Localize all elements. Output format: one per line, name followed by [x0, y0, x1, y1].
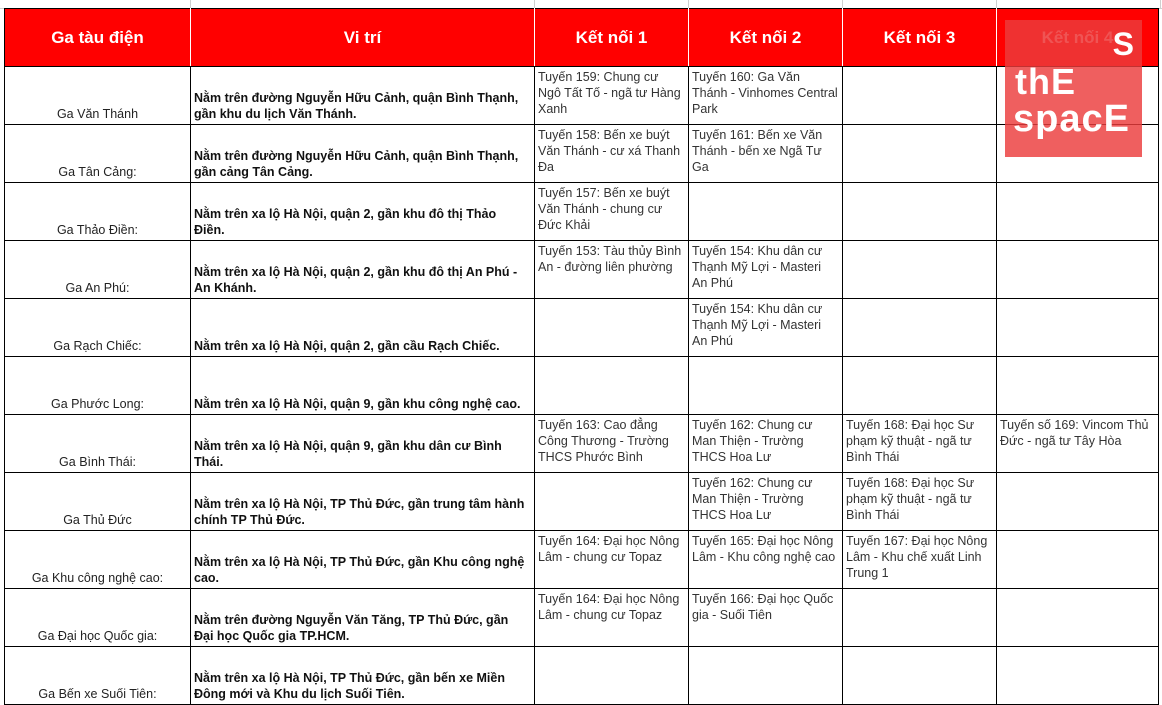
connection-4-cell[interactable]	[997, 241, 1159, 299]
location-cell[interactable]: Nằm trên xa lộ Hà Nội, TP Thủ Đức, gần bến xe Miền Đông mới và Khu du lịch Suối Tiên.	[191, 647, 535, 705]
connection-2-cell[interactable]	[689, 357, 843, 415]
connection-1-cell-text: Tuyến 164: Đại học Nông Lâm - chung cư Topaz	[538, 592, 680, 622]
station-cell[interactable]: Ga Thảo Điền:	[5, 183, 191, 241]
connection-2-cell[interactable]	[689, 589, 843, 647]
connection-2-cell[interactable]	[689, 647, 843, 705]
connection-2-cell-text: Tuyến 162: Chung cư Man Thiện - Trường THCS Hoa Lư	[692, 476, 813, 522]
connection-1-cell-text: Tuyến 159: Chung cư Ngô Tất Tố - ngã tư Hàng Xanh	[538, 70, 681, 116]
connection-2-cell-text: Tuyến 154: Khu dân cư Thạnh Mỹ Lợi - Masteri An Phú	[692, 302, 823, 348]
station-cell[interactable]: Ga Khu công nghệ cao:	[5, 531, 191, 589]
connection-2-cell[interactable]	[689, 531, 843, 589]
connection-4-cell[interactable]	[997, 589, 1159, 647]
location-cell[interactable]: Nằm trên đường Nguyễn Hữu Cảnh, quận Bình Thạnh, gần cảng Tân Cảng.	[191, 125, 535, 183]
connection-1-cell[interactable]	[535, 473, 689, 531]
connection-3-cell[interactable]	[843, 241, 997, 299]
connection-1-cell-text: Tuyến 163: Cao đẳng Công Thương - Trường THCS Phước Bình	[538, 418, 669, 464]
location-cell[interactable]: Nằm trên xa lộ Hà Nội, quận 2, gần khu đô thị An Phú - An Khánh.	[191, 241, 535, 299]
spreadsheet	[4, 8, 1159, 705]
connection-1-cell-text: Tuyến 164: Đại học Nông Lâm - chung cư Topaz	[538, 534, 680, 564]
station-cell[interactable]: Ga Phước Long:	[5, 357, 191, 415]
location-cell[interactable]: Nằm trên xa lộ Hà Nội, quận 2, gần cầu Rạch Chiếc.	[191, 299, 535, 357]
station-cell[interactable]: Ga Văn Thánh	[5, 67, 191, 125]
station-cell[interactable]: Ga An Phú:	[5, 241, 191, 299]
header-connection-3[interactable]: Kết nối 3	[843, 9, 997, 67]
metro-connections-table	[4, 8, 1159, 705]
connection-3-cell[interactable]	[843, 415, 997, 473]
connection-1-cell-text: Tuyến 158: Bến xe buýt Văn Thánh - cư xá Thanh Đa	[538, 128, 681, 174]
table-row	[5, 589, 1159, 647]
connection-2-cell[interactable]	[689, 241, 843, 299]
connection-3-cell[interactable]	[843, 125, 997, 183]
logo-s-mark: S	[1112, 26, 1134, 62]
table-row	[5, 241, 1159, 299]
table-row	[5, 357, 1159, 415]
connection-4-cell[interactable]	[997, 415, 1159, 473]
location-cell[interactable]: Nằm trên đường Nguyễn Văn Tăng, TP Thủ Đức, gần Đại học Quốc gia TP.HCM.	[191, 589, 535, 647]
station-cell[interactable]: Ga Bến xe Suối Tiên:	[5, 647, 191, 705]
connection-4-cell[interactable]	[997, 357, 1159, 415]
connection-3-cell[interactable]	[843, 67, 997, 125]
header-connection-2[interactable]: Kết nối 2	[689, 9, 843, 67]
connection-1-cell[interactable]	[535, 125, 689, 183]
station-cell[interactable]: Ga Thủ Đức	[5, 473, 191, 531]
station-cell[interactable]: Ga Đại học Quốc gia:	[5, 589, 191, 647]
connection-2-cell-text: Tuyến 160: Ga Văn Thánh - Vinhomes Central Park	[692, 70, 838, 116]
logo-word-space: spacE	[1013, 98, 1130, 140]
connection-1-cell[interactable]	[535, 415, 689, 473]
connection-2-cell[interactable]	[689, 415, 843, 473]
connection-2-cell-text: Tuyến 166: Đại học Quốc gia - Suối Tiên	[692, 592, 834, 622]
station-cell[interactable]: Ga Bình Thái:	[5, 415, 191, 473]
location-cell[interactable]: Nằm trên xa lộ Hà Nội, quận 9, gần khu dân cư Bình Thái.	[191, 415, 535, 473]
connection-2-cell[interactable]	[689, 125, 843, 183]
connection-1-cell[interactable]	[535, 357, 689, 415]
table-row	[5, 67, 1159, 125]
connection-3-cell[interactable]	[843, 183, 997, 241]
connection-2-cell-text: Tuyến 161: Bến xe Văn Thánh - bến xe Ngã Tư Ga	[692, 128, 823, 174]
connection-1-cell-text: Tuyến 157: Bến xe buýt Văn Thánh - chung cư Đức Khải	[538, 186, 670, 232]
connection-1-cell[interactable]	[535, 647, 689, 705]
connection-1-cell[interactable]	[535, 589, 689, 647]
table-row	[5, 415, 1159, 473]
connection-3-cell[interactable]	[843, 299, 997, 357]
header-location[interactable]: Vi trí	[191, 9, 535, 67]
connection-4-cell[interactable]	[997, 299, 1159, 357]
connection-4-cell[interactable]	[997, 647, 1159, 705]
connection-3-cell[interactable]	[843, 647, 997, 705]
connection-2-cell-text: Tuyến 154: Khu dân cư Thạnh Mỹ Lợi - Masteri An Phú	[692, 244, 823, 290]
location-cell[interactable]: Nằm trên xa lộ Hà Nội, quận 2, gần khu đô thị Thảo Điền.	[191, 183, 535, 241]
station-cell[interactable]: Ga Rạch Chiếc:	[5, 299, 191, 357]
connection-3-cell-text: Tuyến 168: Đại học Sư phạm kỹ thuật - ngã tư Bình Thái	[846, 418, 975, 464]
connection-2-cell[interactable]	[689, 473, 843, 531]
connection-2-cell[interactable]	[689, 183, 843, 241]
connection-1-cell[interactable]	[535, 183, 689, 241]
header-station[interactable]: Ga tàu điện	[5, 9, 191, 67]
connection-2-cell-text: Tuyến 165: Đại học Nông Lâm - Khu công nghệ cao	[692, 534, 836, 564]
connection-1-cell[interactable]	[535, 531, 689, 589]
location-cell[interactable]: Nằm trên đường Nguyễn Hữu Cảnh, quận Bình Thạnh, gần khu du lịch Văn Thánh.	[191, 67, 535, 125]
connection-1-cell[interactable]	[535, 67, 689, 125]
table-row	[5, 473, 1159, 531]
location-cell[interactable]: Nằm trên xa lộ Hà Nội, TP Thủ Đức, gần Khu công nghệ cao.	[191, 531, 535, 589]
connection-1-cell[interactable]	[535, 299, 689, 357]
connection-3-cell[interactable]	[843, 357, 997, 415]
table-row	[5, 531, 1159, 589]
table-row	[5, 183, 1159, 241]
table-row	[5, 125, 1159, 183]
station-cell[interactable]: Ga Tân Cảng:	[5, 125, 191, 183]
table-row	[5, 299, 1159, 357]
connection-4-cell[interactable]	[997, 183, 1159, 241]
connection-3-cell[interactable]	[843, 589, 997, 647]
location-cell[interactable]: Nằm trên xa lộ Hà Nội, quận 9, gần khu công nghệ cao.	[191, 357, 535, 415]
header-row	[5, 9, 1159, 67]
connection-4-cell[interactable]	[997, 473, 1159, 531]
the-space-watermark-logo	[1005, 20, 1142, 157]
connection-3-cell-text: Tuyến 168: Đại học Sư phạm kỹ thuật - ngã tư Bình Thái	[846, 476, 975, 522]
location-cell[interactable]: Nằm trên xa lộ Hà Nội, TP Thủ Đức, gần trung tâm hành chính TP Thủ Đức.	[191, 473, 535, 531]
connection-3-cell[interactable]	[843, 531, 997, 589]
header-connection-1[interactable]: Kết nối 1	[535, 9, 689, 67]
connection-4-cell-text: Tuyến số 169: Vincom Thủ Đức - ngã tư Tây Hòa	[1000, 418, 1149, 448]
connection-2-cell[interactable]	[689, 67, 843, 125]
connection-1-cell[interactable]	[535, 241, 689, 299]
table-row	[5, 647, 1159, 705]
connection-2-cell[interactable]	[689, 299, 843, 357]
connection-1-cell-text: Tuyến 153: Tàu thủy Bình An - đường liên phường	[538, 244, 682, 274]
connection-4-cell[interactable]	[997, 531, 1159, 589]
connection-2-cell-text: Tuyến 162: Chung cư Man Thiện - Trường THCS Hoa Lư	[692, 418, 813, 464]
logo-word-the: thE	[1015, 61, 1076, 102]
connection-3-cell[interactable]	[843, 473, 997, 531]
connection-3-cell-text: Tuyến 167: Đại học Nông Lâm - Khu chế xuất Linh Trung 1	[846, 534, 988, 580]
